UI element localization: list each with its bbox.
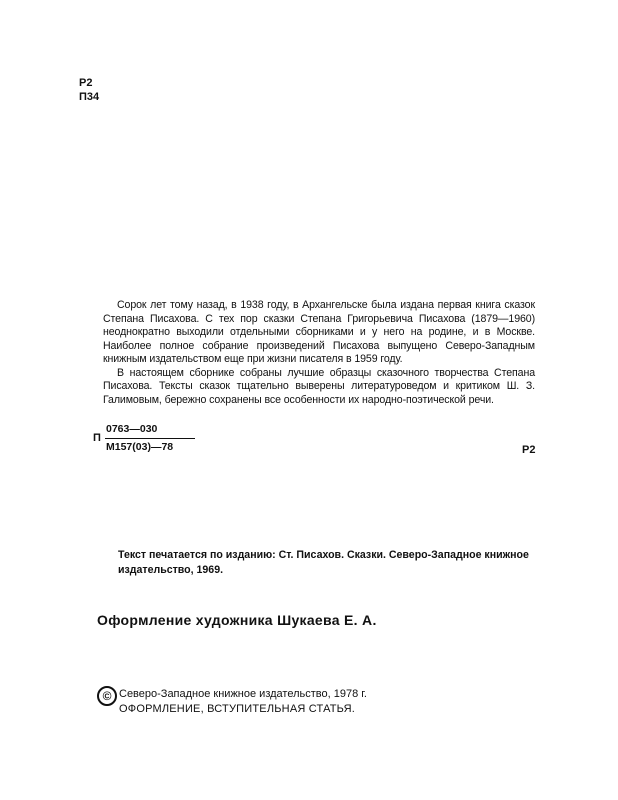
fraction-bar (105, 438, 195, 439)
book-abstract (103, 299, 535, 407)
copyright-line-2: ОФОРМЛЕНИЕ, ВСТУПИТЕЛЬНАЯ СТАТЬЯ. (119, 703, 356, 715)
design-credit: Оформление художника Шукаева Е. А. (97, 612, 377, 628)
index-numerator: 0763—030 (106, 423, 158, 435)
right-classification-code: Р2 (522, 444, 536, 456)
index-prefix: П (93, 432, 101, 444)
source-note-line-1: Текст печатается по изданию: Ст. Писахов. Сказки. Северо-Западное книжное (118, 549, 529, 561)
abstract-paragraph-1: Сорок лет тому назад, в 1938 году, в Архангельске была издана первая книга сказок Степана Писахова. С тех пор сказки Степана Григорьевича Писахова (1879—1960) неоднократно выходили отдельными сборниками и у него на родине, и в Москве. Наиболее полное собрание произведений Писахова выпущено Северо-Западным книжным издательством еще при жизни писателя в 1959 году. (103, 299, 535, 365)
classification-code-r2: Р2 (79, 77, 93, 89)
index-denominator: М157(03)—78 (106, 441, 174, 453)
abstract-paragraph-2: В настоящем сборнике собраны лучшие образцы сказочного творчества Степана Писахова. Тексты сказок тщательно выверены литературоведом и критиком Ш. З. Галимовым, бережно сохранены все особенности их народно-поэтической речи. (103, 366, 535, 406)
copyright-icon: © (97, 686, 117, 706)
copyright-line-1: Северо-Западное книжное издательство, 1978 г. (119, 688, 367, 700)
source-note (118, 548, 538, 578)
source-note-line-2: издательство, 1969. (118, 564, 224, 576)
classification-code-p34: П34 (79, 91, 100, 103)
